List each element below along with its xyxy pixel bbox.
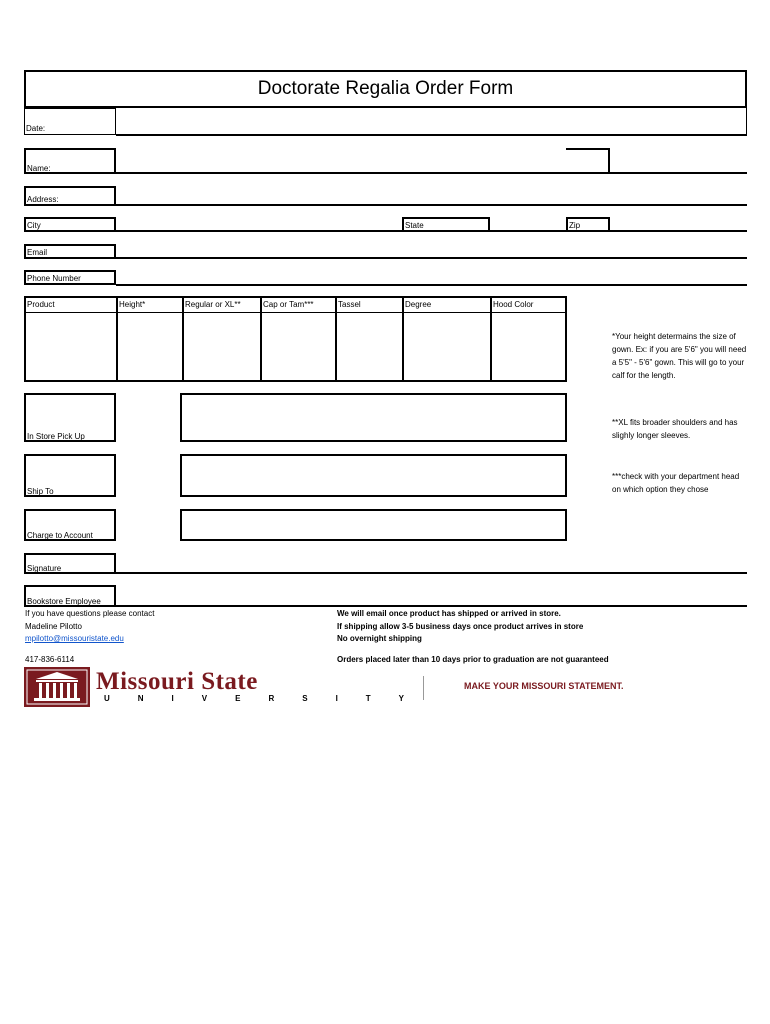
phone-label: Phone Number <box>27 274 81 283</box>
state-label: State <box>405 221 424 230</box>
charge-checkbox[interactable] <box>24 509 116 541</box>
email-label: Email <box>27 248 48 257</box>
employee-field[interactable] <box>116 605 747 607</box>
in-store-checkbox[interactable] <box>24 393 116 442</box>
header-height: Height* <box>119 300 146 309</box>
logo-divider <box>423 676 424 700</box>
header-degree: Degree <box>405 300 432 309</box>
name-label: Name: <box>27 164 51 173</box>
zip-field[interactable] <box>610 230 747 232</box>
charge-account-field[interactable] <box>180 509 567 541</box>
date-label: Date: <box>26 124 46 133</box>
zip-label-cell <box>566 217 610 232</box>
date-field[interactable] <box>116 134 747 136</box>
city-field[interactable] <box>116 230 402 232</box>
signature-label: Signature <box>27 564 62 573</box>
email-field[interactable] <box>116 257 747 259</box>
header-cap-tam: Cap or Tam*** <box>263 300 314 309</box>
in-store-details[interactable] <box>180 393 567 442</box>
tassel-cell[interactable] <box>336 314 401 378</box>
address-label-cell <box>24 186 116 206</box>
contact-name: Madeline Pilotto <box>25 622 82 631</box>
logo-tagline: MAKE YOUR MISSOURI STATEMENT. <box>464 681 624 691</box>
xl-note: **XL fits broader shoulders and has slighly longer sleeves. <box>612 418 738 440</box>
hood-color-cell[interactable] <box>491 314 565 378</box>
employee-label: Bookstore Employee <box>27 597 101 606</box>
ship-to-checkbox[interactable] <box>24 454 116 497</box>
header-regular-xl: Regular or XL** <box>185 300 241 309</box>
m-number-box <box>566 148 610 174</box>
contact-phone: 417-836-6114 <box>25 655 75 664</box>
date-field-edge <box>746 108 747 135</box>
ship-to-label: Ship To <box>27 487 54 496</box>
phone-field[interactable] <box>116 284 747 286</box>
logo-university: UNIVERSITY <box>104 694 433 703</box>
missouri-state-seal-icon <box>24 667 90 707</box>
logo-wordmark: Missouri State <box>96 668 258 695</box>
address-label: Address: <box>27 195 59 204</box>
shipping-info-1: We will email once product has shipped or arrived in store. <box>337 609 561 618</box>
charge-label: Charge to Account <box>27 531 93 540</box>
in-store-label: In Store Pick Up <box>27 432 85 441</box>
cap-tam-cell[interactable] <box>261 314 334 378</box>
name-label-cell <box>24 148 116 174</box>
regular-xl-cell[interactable] <box>183 314 259 378</box>
header-tassel: Tassel <box>338 300 361 309</box>
date-label-cell <box>24 108 116 135</box>
zip-label: Zip <box>569 221 581 230</box>
state-field[interactable] <box>490 230 566 232</box>
phone-label-cell <box>24 270 116 285</box>
order-table <box>24 296 567 382</box>
height-note: *Your height determains the size of gown. Ex: if you are 5'6" you will need a 5'5" - 5'6" gown. This will go to your calf for the length. <box>612 332 747 380</box>
form-title: Doctorate Regalia Order Form <box>24 70 747 108</box>
height-cell[interactable] <box>117 314 181 378</box>
signature-label-cell <box>24 553 116 574</box>
name-field[interactable] <box>116 172 566 174</box>
contact-email-link[interactable]: mpilotto@missouristate.edu <box>25 634 124 643</box>
cap-note: ***check with your department head on which option they chose <box>612 472 740 494</box>
header-product: Product <box>27 300 55 309</box>
ship-to-address[interactable] <box>180 454 567 497</box>
email-label-cell <box>24 244 116 259</box>
shipping-info-4: Orders placed later than 10 days prior to graduation are not guaranteed <box>337 655 609 664</box>
m-number-field[interactable] <box>610 172 747 174</box>
employee-label-cell <box>24 585 116 607</box>
order-table-header-rule <box>26 312 565 313</box>
degree-cell[interactable] <box>403 314 489 378</box>
signature-field[interactable] <box>116 572 747 574</box>
state-label-cell <box>402 217 490 232</box>
shipping-info-2: If shipping allow 3-5 business days once product arrives in store <box>337 622 584 631</box>
city-label: City <box>27 221 41 230</box>
address-field[interactable] <box>116 204 747 206</box>
header-hood-color: Hood Color <box>493 300 534 309</box>
city-label-cell <box>24 217 116 232</box>
shipping-info-3: No overnight shipping <box>337 634 422 643</box>
contact-intro: If you have questions please contact <box>25 609 155 618</box>
